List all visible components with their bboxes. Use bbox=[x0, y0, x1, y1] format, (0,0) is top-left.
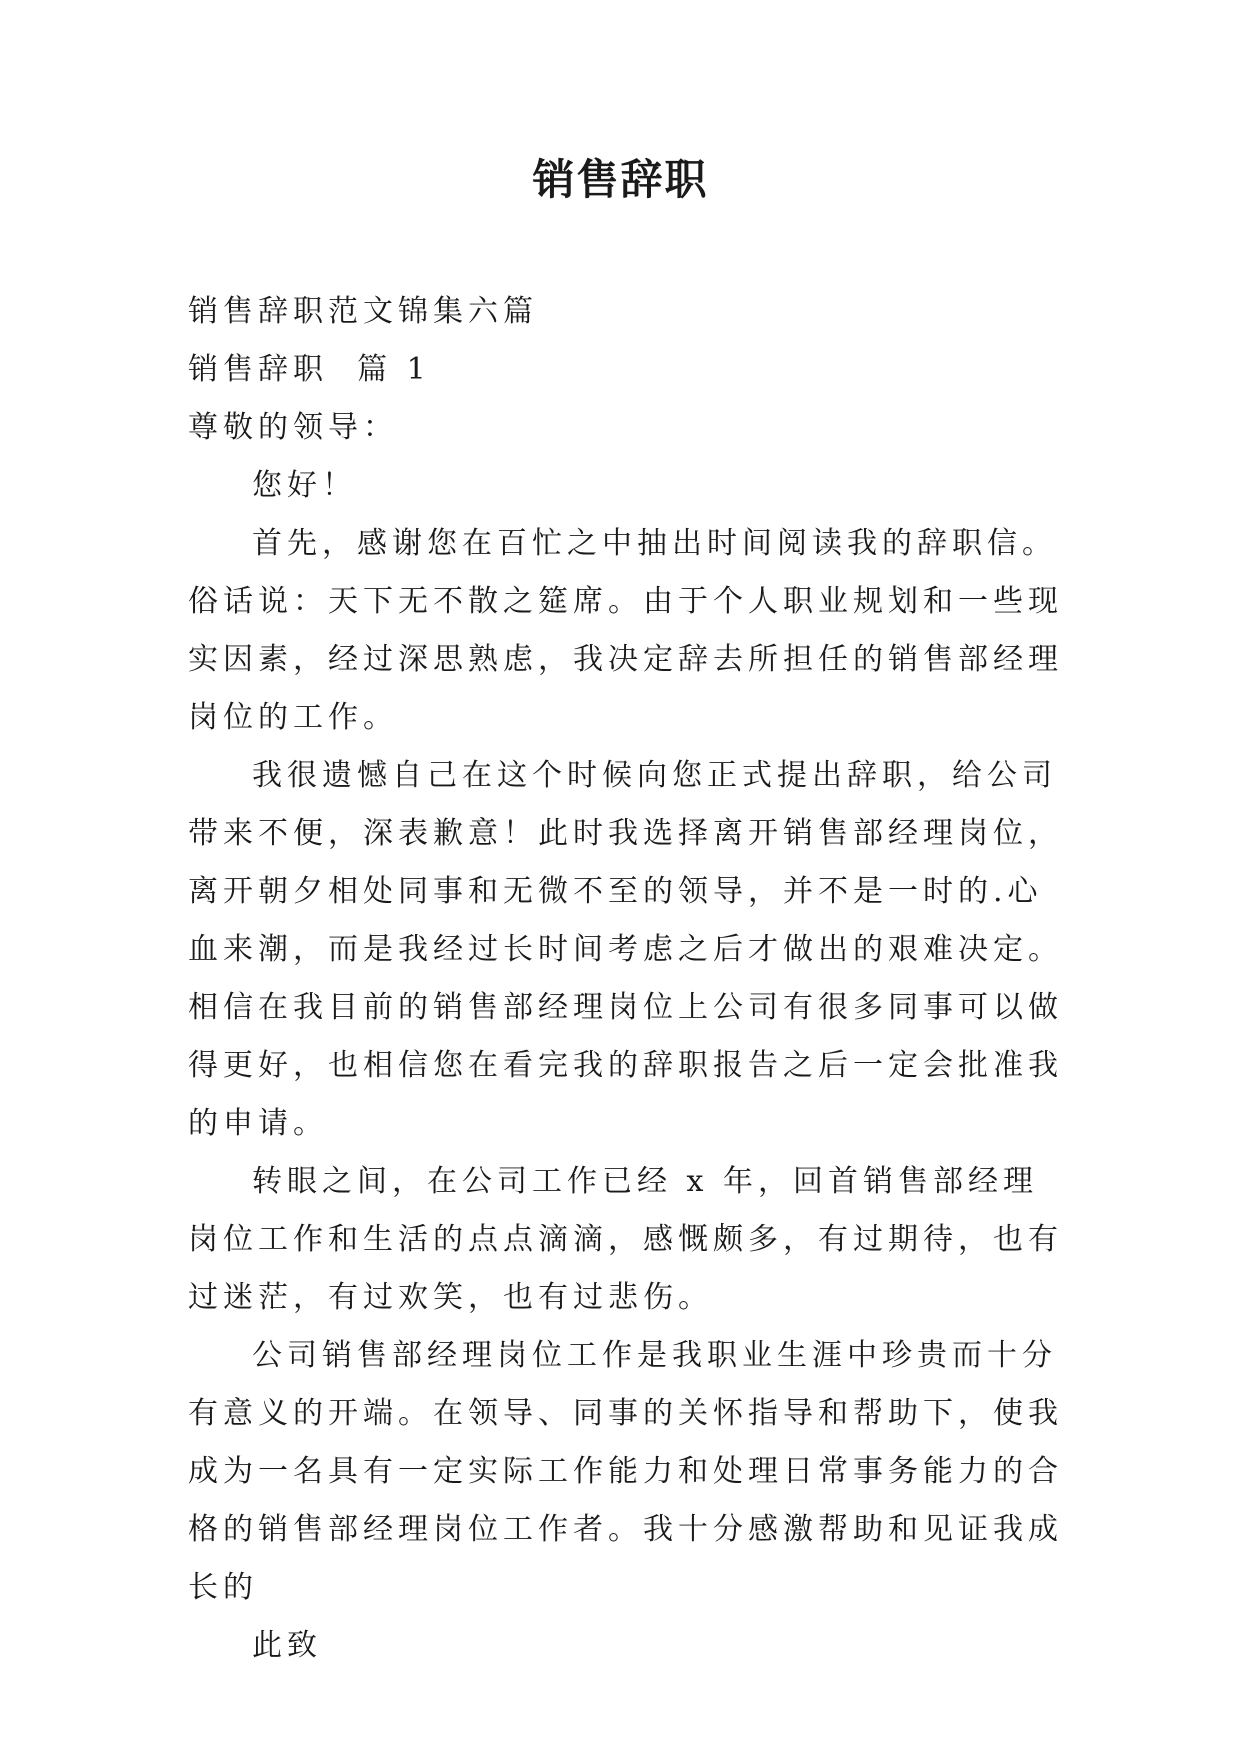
paragraph-3: 转眼之间，在公司工作已经 x 年，回首销售部经理岗位工作和生活的点点滴滴，感慨颇多，有过期待，也有过迷茫，有过欢笑，也有过悲伤。 bbox=[188, 1164, 1063, 1315]
closing: 此致 bbox=[252, 1628, 322, 1663]
paragraph-2: 我很遗憾自己在这个时候向您正式提出辞职，给公司带来不便，深表歉意！此时我选择离开销售部经理岗位，离开朝夕相处同事和无微不至的领导，并不是一时的.心血来潮，而是我经过长时间考虑之后才做出的艰难决定。相信在我目前的销售部经理岗位上公司有很多同事可以做得更好，也相信您在看完我的辞职报告之后一定会批准我的申请。 bbox=[188, 758, 1063, 1141]
paragraph-1: 首先，感谢您在百忙之中抽出时间阅读我的辞职信。俗话说：天下无不散之筵席。由于个人职业规划和一些现实因素，经过深思熟虑，我决定辞去所担任的销售部经理岗位的工作。 bbox=[188, 526, 1063, 735]
section-heading: 销售辞职 篇 1 bbox=[188, 352, 431, 387]
document-title: 销售辞职 bbox=[532, 155, 709, 204]
paragraph-4: 公司销售部经理岗位工作是我职业生涯中珍贵而十分有意义的开端。在领导、同事的关怀指导和帮助下，使我成为一名具有一定实际工作能力和处理日常事务能力的合格的销售部经理岗位工作者。我十分感激帮助和见证我成长的 bbox=[188, 1338, 1063, 1605]
document-subtitle: 销售辞职范文锦集六篇 bbox=[188, 294, 538, 329]
greeting: 您好！ bbox=[252, 468, 357, 503]
salutation: 尊敬的领导： bbox=[188, 410, 398, 445]
document-body bbox=[188, 283, 1068, 1675]
